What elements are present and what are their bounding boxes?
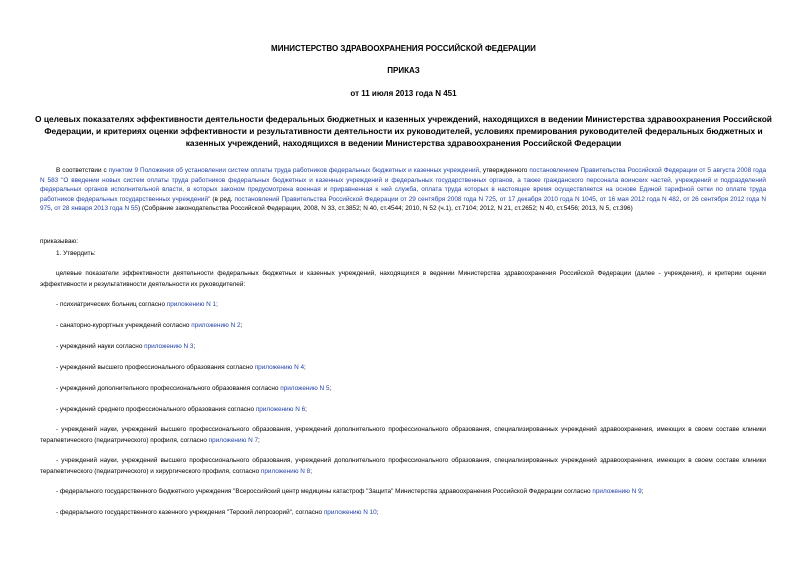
- appendix-link[interactable]: приложению N 1: [166, 301, 217, 308]
- order-word: приказываю:: [40, 238, 78, 245]
- indicators-intro: целевые показатели эффективности деятельности федеральных бюджетных и казенных учреждений, находящихся в ведении Министерства здравоохранения Российской Федерации (далее - учреждения), и критерии оценки эффективности и результативности деятельности их руководителей:: [40, 270, 766, 288]
- appendix-link[interactable]: приложению N 5: [280, 385, 330, 392]
- list-item: - учреждений науки, учреждений высшего профессионального образования, учреждений дополнительного профессионального образования, специализированных учреждений здравоохранения, имеющих в своем составе клиники терапевтического (педиатрического) профиля, согласно приложению N 7;: [40, 426, 766, 444]
- link-resolution-975[interactable]: от 26 сентября 2012 года N 975: [40, 195, 766, 213]
- link-resolution-1045[interactable]: от 17 декабря 2010 года N 1045: [499, 195, 596, 203]
- appendix-link[interactable]: приложению N 10: [323, 509, 377, 516]
- link-resolution-55[interactable]: от 28 января 2013 года N 55: [54, 205, 138, 213]
- document-title: О целевых показателях эффективности деятельности федеральных бюджетных и казенных учреждений, находящихся в ведении Министерства здравоохранения Российской Федерации, и критериях оценки эффективности и результативности деятельности их руководителей, условиях премирования руководителей федеральных бюджетных и казенных учреждений, находящихся в ведении Министерства здравоохранения Российской Федерации: [35, 114, 772, 148]
- appendix-link[interactable]: приложению N 4: [254, 364, 305, 371]
- document-type: ПРИКАЗ: [387, 66, 420, 75]
- preamble-text: ,: [50, 205, 55, 213]
- preamble-text: ,: [495, 195, 500, 203]
- appendix-link[interactable]: приложению N 6: [255, 406, 306, 413]
- preamble-text: ,: [679, 195, 684, 203]
- appendix-link[interactable]: приложению N 3: [144, 343, 194, 350]
- ministry-name: МИНИСТЕРСТВО ЗДРАВООХРАНЕНИЯ РОССИЙСКОЙ ФЕДЕРАЦИИ: [271, 44, 536, 53]
- link-resolution-583[interactable]: постановлением Правительства Российской Федерации от 5 августа 2008 года N 583 "О введении новых систем оплаты труда работников федеральных бюджетных и казенных учреждений и федеральных государственных органов, а также гражданского персонала воинских частей, учреждений и подразделений федеральных органов исполнительной власти, в которых законом предусмотрена военная и приравненная к ней служба, оплата труда которых в настоящее время осуществляется на основе Единой тарифной сетки по оплате труда работников федеральных государственных учреждений": [40, 167, 766, 203]
- appendix-link[interactable]: приложению N 2: [191, 322, 241, 329]
- link-resolution-725[interactable]: постановлений Правительства Российской Федерации от 29 сентября 2008 года N 725: [234, 195, 496, 203]
- list-item: - учреждений дополнительного профессионального образования согласно приложению N 5;: [56, 385, 332, 392]
- list-item: - санаторно-курортных учреждений согласно приложению N 2;: [56, 322, 243, 329]
- preamble-text: В соответствии с: [56, 167, 109, 174]
- link-point-9[interactable]: пунктом 9 Положения об установлении систем оплаты труда работников федеральных бюджетных и казенных учреждений: [108, 167, 480, 174]
- list-item: - учреждений науки, учреждений высшего профессионального образования, учреждений дополнительного профессионального образования, специализированных учреждений здравоохранения, имеющих в своем составе клиники терапевтического (педиатрического) и хирургического профиля, согласно приложению N 8;: [40, 457, 766, 475]
- list-item: - федерального государственного бюджетного учреждения "Всероссийский центр медицины катастроф "Защита" Министерства здравоохранения Российской Федерации согласно приложению N 9;: [56, 488, 644, 495]
- preamble-text: , утвержденного: [479, 167, 530, 174]
- appendix-link[interactable]: приложению N 8: [260, 467, 311, 475]
- point-1: 1. Утвердить:: [56, 250, 96, 257]
- list-item: - психиатрических больниц согласно приложению N 1;: [56, 301, 218, 308]
- list-item: - учреждений высшего профессионального образования согласно приложению N 4;: [56, 364, 306, 371]
- appendix-link[interactable]: приложению N 7: [208, 436, 259, 444]
- list-item: - федерального государственного казенного учреждения "Терский лепрозорий", согласно приложению N 10;: [56, 509, 379, 516]
- link-resolution-482[interactable]: от 16 мая 2012 года N 482: [599, 195, 680, 203]
- preamble-text: ) (Собрание законодательства Российской Федерации, 2008, N 33, ст.3852; N 40, ст.4544; 2010, N 52 (ч.1), ст.7104; 2012, N 21, ст.2652; N 40, ст.5456; 2013, N 5, ст.396): [137, 205, 633, 213]
- appendix-link[interactable]: приложению N 9: [592, 488, 642, 495]
- document-date: от 11 июля 2013 года N 451: [350, 89, 457, 98]
- list-item: - учреждений среднего профессионального образования согласно приложению N 6;: [56, 406, 307, 413]
- preamble: [40, 166, 766, 214]
- list-item: - учреждений науки согласно приложению N 3;: [56, 343, 196, 350]
- preamble-text: ,: [595, 195, 600, 203]
- preamble-text: (в ред.: [210, 195, 235, 203]
